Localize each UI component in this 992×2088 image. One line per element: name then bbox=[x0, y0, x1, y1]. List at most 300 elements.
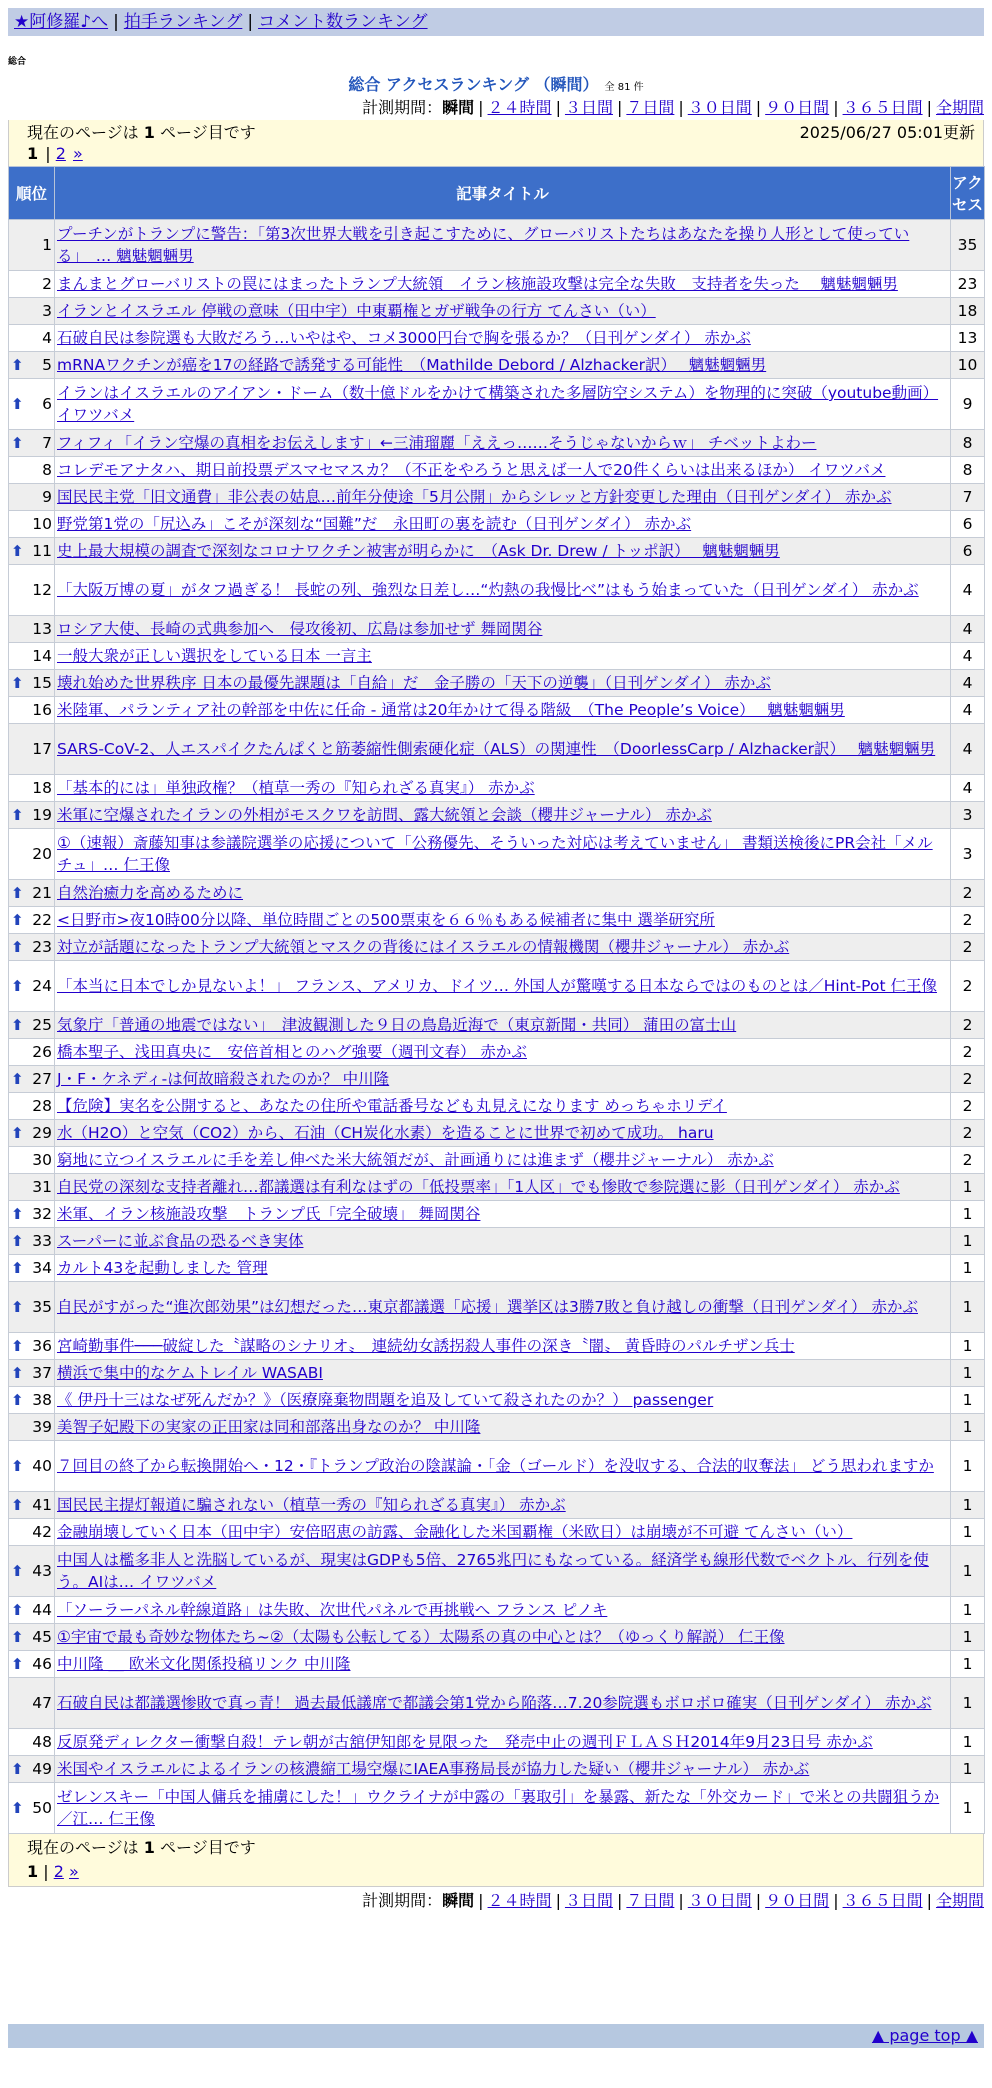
article-title-link[interactable]: プーチンがトランプに警告：「第3次世界大戦を引き起こすために、グローバリストたちはあなたを操り人形として使っている」 … 魑魅魍魎男 bbox=[57, 225, 910, 265]
article-title-link[interactable]: 自民党の深刻な支持者離れ…都議選は有利なはずの「低投票率」「1人区」でも惨敗で参院選に影（日刊ゲンダイ） 赤かぶ bbox=[57, 1178, 900, 1196]
period-option[interactable]: ３６５日間 bbox=[842, 1891, 923, 1910]
period-separator: | bbox=[678, 98, 684, 117]
article-title-link[interactable]: 国民民主党「旧文通費」非公表の姑息…前年分使途「5月公開」からシレッと方針変更した理由（日刊ゲンダイ） 赤かぶ bbox=[57, 488, 892, 506]
article-title-link[interactable]: まんまとグローバリストの罠にはまったトランプ大統領 イラン核施設攻撃は完全な失敗 支持者を失った 魑魅魍魎男 bbox=[57, 275, 898, 293]
access-count: 1 bbox=[951, 1441, 985, 1492]
rank-number: 1 bbox=[42, 236, 52, 254]
access-count: 1 bbox=[951, 1756, 985, 1783]
rank-number: 22 bbox=[32, 911, 52, 929]
title-cell bbox=[55, 484, 951, 511]
ranking-row bbox=[9, 670, 985, 697]
title-cell bbox=[55, 724, 951, 775]
period-separator: | bbox=[833, 1891, 839, 1910]
rank-number: 27 bbox=[32, 1070, 52, 1088]
article-title-link[interactable]: 中国人は檻多非人と洗脳しているが、現実はGDPも5倍、2765兆円にもなっている。経済学も線形代数でベクトル、行列を使う。AIは… イワツバメ bbox=[57, 1551, 929, 1591]
ranking-table bbox=[8, 166, 985, 1834]
page-2-link[interactable]: 2 bbox=[53, 1862, 64, 1881]
access-count: 10 bbox=[951, 352, 985, 379]
rank-up-arrow-icon: ⬆ bbox=[11, 1799, 24, 1817]
rank-up-arrow-icon: ⬆ bbox=[11, 911, 24, 929]
rank-up-arrow-icon: ⬆ bbox=[11, 938, 24, 956]
ranking-row bbox=[9, 802, 985, 829]
title-cell bbox=[55, 961, 951, 1012]
period-separator: | bbox=[555, 98, 561, 117]
title-cell bbox=[55, 907, 951, 934]
rank-up-arrow-icon: ⬆ bbox=[11, 1124, 24, 1142]
rank-cell bbox=[9, 907, 55, 934]
period-selector-bottom bbox=[8, 1889, 984, 1913]
ranking-row bbox=[9, 616, 985, 643]
rank-cell bbox=[9, 1441, 55, 1492]
access-count: 4 bbox=[951, 643, 985, 670]
rank-cell bbox=[9, 1066, 55, 1093]
article-title-link[interactable]: 米国やイスラエルによるイランの核濃縮工場空爆にIAEA事務局長が協力した疑い（櫻井ジャーナル） 赤かぶ bbox=[57, 1760, 810, 1778]
ranking-row bbox=[9, 271, 985, 298]
title-cell bbox=[55, 1012, 951, 1039]
period-option[interactable]: ２４時間 bbox=[487, 1891, 552, 1910]
rank-cell bbox=[9, 1414, 55, 1441]
article-title-link[interactable]: カルト43を起動しました 管理 bbox=[57, 1259, 268, 1277]
title-cell bbox=[55, 352, 951, 379]
rank-cell bbox=[9, 1012, 55, 1039]
access-count: 2 bbox=[951, 961, 985, 1012]
period-option[interactable]: ９０日間 bbox=[765, 98, 830, 117]
rank-number: 35 bbox=[32, 1298, 52, 1316]
title-cell bbox=[55, 1597, 951, 1624]
article-title-link[interactable]: 米陸軍、パランティア社の幹部を中佐に任命 - 通常は20年かけて得る階級 （The People’s Voice） 魑魅魍魎男 bbox=[57, 701, 845, 719]
rank-cell bbox=[9, 1255, 55, 1282]
rank-number: 20 bbox=[32, 845, 52, 863]
article-title-link[interactable]: ロシア大使、長崎の式典参加へ 侵攻後初、広島は参加せず 舞岡関谷 bbox=[57, 620, 543, 638]
access-count: 6 bbox=[951, 511, 985, 538]
title-header: 記事タイトル bbox=[55, 167, 951, 220]
access-count: 7 bbox=[951, 484, 985, 511]
period-separator: | bbox=[478, 98, 484, 117]
rank-number: 28 bbox=[32, 1097, 52, 1115]
period-option[interactable]: ３６５日間 bbox=[842, 98, 923, 117]
access-count: 1 bbox=[951, 1387, 985, 1414]
ranking-row bbox=[9, 298, 985, 325]
updated-timestamp: 2025/06/27 05:01更新 bbox=[799, 123, 975, 142]
rank-cell bbox=[9, 220, 55, 271]
ranking-row bbox=[9, 1546, 985, 1597]
title-cell bbox=[55, 1756, 951, 1783]
article-title-link[interactable]: 野党第1党の「尻込み」こそが深刻な“国難”だ 永田町の裏を読む（日刊ゲンダイ） 赤かぶ bbox=[57, 515, 692, 533]
period-separator: | bbox=[555, 1891, 561, 1910]
rank-up-arrow-icon: ⬆ bbox=[11, 1628, 24, 1646]
rank-up-arrow-icon: ⬆ bbox=[11, 395, 24, 413]
period-separator: | bbox=[755, 98, 762, 117]
period-option[interactable]: 全期間 bbox=[935, 98, 984, 117]
top-nav-bar bbox=[8, 8, 984, 36]
rank-cell bbox=[9, 1492, 55, 1519]
rank-number: 18 bbox=[32, 779, 52, 797]
article-title-link[interactable]: 「大阪万博の夏」がタフ過ぎる！ 長蛇の列、強烈な日差し…“灼熱の我慢比べ”はもう始まっていた（日刊ゲンダイ） 赤かぶ bbox=[57, 581, 919, 599]
rank-up-arrow-icon: ⬆ bbox=[11, 356, 24, 374]
pager-bottom bbox=[8, 1834, 984, 1887]
rank-cell bbox=[9, 934, 55, 961]
rank-number: 6 bbox=[42, 395, 52, 413]
rank-cell bbox=[9, 484, 55, 511]
article-title-link[interactable]: 石破自民は都議選惨敗で真っ青！ 過去最低議席で都議会第1党から陥落…7.20参院選もボロボロ確実（日刊ゲンダイ） 赤かぶ bbox=[57, 1694, 932, 1712]
rank-number: 16 bbox=[32, 701, 52, 719]
rank-cell bbox=[9, 1651, 55, 1678]
article-title-link[interactable]: イランとイスラエル 停戦の意味（田中宇）中東覇権とガザ戦争の行方 てんさい（い） bbox=[57, 302, 656, 320]
rank-number: 3 bbox=[42, 302, 52, 320]
article-title-link[interactable]: 横浜で集中的なケムトレイル WASABI bbox=[57, 1364, 323, 1382]
title-cell bbox=[55, 1387, 951, 1414]
ranking-row bbox=[9, 643, 985, 670]
page-title-line bbox=[0, 72, 992, 94]
period-label: 計測期間： bbox=[362, 1891, 443, 1910]
title-cell bbox=[55, 802, 951, 829]
access-count: 1 bbox=[951, 1678, 985, 1729]
rank-number: 7 bbox=[42, 434, 52, 452]
ranking-row bbox=[9, 1651, 985, 1678]
article-title-link[interactable]: 自然治癒力を高めるために bbox=[57, 884, 244, 902]
article-title-link[interactable]: 米軍、イラン核施設攻撃 トランプ氏「完全破壊」 舞岡関谷 bbox=[57, 1205, 481, 1223]
rank-cell bbox=[9, 1201, 55, 1228]
ranking-row bbox=[9, 775, 985, 802]
article-title-link[interactable]: 一般大衆が正しい選択をしている日本 一言主 bbox=[57, 647, 372, 665]
rank-up-arrow-icon: ⬆ bbox=[11, 434, 24, 452]
rank-number: 50 bbox=[32, 1799, 52, 1817]
rank-up-arrow-icon: ⬆ bbox=[11, 1760, 24, 1778]
access-count: 1 bbox=[951, 1255, 985, 1282]
ranking-row bbox=[9, 829, 985, 880]
page-2-link[interactable]: 2 bbox=[55, 144, 66, 163]
rank-cell bbox=[9, 457, 55, 484]
article-title-link[interactable]: 「本当に日本でしか見ないよ！」 フランス、アメリカ、ドイツ… 外国人が驚嘆する日本ならではのものとは／Hint-Pot 仁王像 bbox=[57, 977, 937, 995]
article-title-link[interactable]: ①（速報）斎藤知事は参議院選挙の応援について「公務優先、そういった対応は考えていません」 書類送検後にPR会社「メルチュ」… 仁王像 bbox=[57, 834, 933, 874]
period-option: 瞬間 bbox=[442, 1891, 475, 1910]
article-title-link[interactable]: SARS-CoV-2、人エスパイクたんぱくと筋萎縮性側索硬化症（ALS）の関連性 （DoorlessCarp / Alzhacker訳） 魑魅魍魎男 bbox=[57, 740, 936, 758]
rank-cell bbox=[9, 565, 55, 616]
period-option[interactable]: ３日間 bbox=[564, 1891, 613, 1910]
next-page-link[interactable]: » bbox=[72, 144, 83, 163]
period-option[interactable]: ９０日間 bbox=[765, 1891, 830, 1910]
period-option[interactable]: ３０日間 bbox=[687, 1891, 752, 1910]
rank-number: 5 bbox=[42, 356, 52, 374]
rank-number: 41 bbox=[32, 1496, 52, 1514]
title-cell bbox=[55, 1624, 951, 1651]
rank-cell bbox=[9, 1093, 55, 1120]
access-header: アクセス bbox=[951, 167, 985, 220]
rank-up-arrow-icon: ⬆ bbox=[11, 1337, 24, 1355]
comment-ranking-link[interactable]: コメント数ランキング bbox=[258, 12, 428, 32]
article-title-link[interactable]: コレデモアナタハ、期日前投票デスマセマスカ？（不正をやろうと思えば一人で20件くらいは出来るほか） イワツバメ bbox=[57, 461, 886, 479]
rank-cell bbox=[9, 1120, 55, 1147]
title-cell bbox=[55, 430, 951, 457]
rank-number: 23 bbox=[32, 938, 52, 956]
article-title-link[interactable]: 《 伊丹十三はなぜ死んだか？》（医療廃棄物問題を追及していて殺されたのか？） passenger bbox=[57, 1391, 714, 1409]
rank-up-arrow-icon: ⬆ bbox=[11, 1205, 24, 1223]
pager-top bbox=[8, 120, 984, 166]
rank-number: 8 bbox=[42, 461, 52, 479]
article-title-link[interactable]: 中川隆 ＿ 欧米文化関係投稿リンク 中川隆 bbox=[57, 1655, 351, 1673]
page-1-current: 1 bbox=[27, 1862, 39, 1881]
article-title-link[interactable]: 石破自民は参院選も大敗だろう…いやはや、コメ3000円台で胸を張るか？（日刊ゲンダイ） 赤かぶ bbox=[57, 329, 751, 347]
title-cell bbox=[55, 829, 951, 880]
ranking-row bbox=[9, 1414, 985, 1441]
current-page-text-bottom: 現在のページは 1 ページ目です bbox=[27, 1838, 256, 1857]
article-title-link[interactable]: フィフィ「イラン空爆の真相をお伝えします」←三浦瑠麗「ええっ……そうじゃないからｗ」 チベットよわー bbox=[57, 434, 817, 452]
category-label: 総合 bbox=[8, 57, 27, 67]
title-cell bbox=[55, 880, 951, 907]
rank-cell bbox=[9, 1546, 55, 1597]
home-link[interactable]: ★阿修羅♪へ bbox=[14, 12, 109, 32]
rank-cell bbox=[9, 379, 55, 430]
rank-number: 34 bbox=[32, 1259, 52, 1277]
title-cell bbox=[55, 697, 951, 724]
article-title-link[interactable]: J・F・ケネディ-は何故暗殺されたのか？ 中川隆 bbox=[57, 1070, 390, 1088]
access-count: 2 bbox=[951, 1093, 985, 1120]
period-selector-top bbox=[8, 96, 984, 120]
rank-up-arrow-icon: ⬆ bbox=[11, 1259, 24, 1277]
title-cell bbox=[55, 1360, 951, 1387]
rank-up-arrow-icon: ⬆ bbox=[11, 1016, 24, 1034]
page-top-link[interactable]: ▲ page top ▲ bbox=[871, 2026, 978, 2045]
article-title-link[interactable]: 水（H2O）と空気（CO2）から、石油（CH炭化水素）を造ることに世界で初めて成功。 haru bbox=[57, 1124, 714, 1142]
title-cell bbox=[55, 511, 951, 538]
title-cell bbox=[55, 1120, 951, 1147]
ranking-row bbox=[9, 1039, 985, 1066]
rank-up-arrow-icon: ⬆ bbox=[11, 1457, 24, 1475]
article-title-link[interactable]: <日野市>夜10時00分以降、単位時間ごとの500票束を６６％もある候補者に集中 選挙研究所 bbox=[57, 911, 715, 929]
title-cell bbox=[55, 1414, 951, 1441]
access-count: 23 bbox=[951, 271, 985, 298]
rank-cell bbox=[9, 1783, 55, 1834]
ranking-row bbox=[9, 724, 985, 775]
period-separator: | bbox=[478, 1891, 484, 1910]
ranking-row bbox=[9, 961, 985, 1012]
ranking-row bbox=[9, 907, 985, 934]
rank-number: 46 bbox=[32, 1655, 52, 1673]
title-cell bbox=[55, 1174, 951, 1201]
next-page-link[interactable]: » bbox=[68, 1862, 79, 1881]
page-links: 1 | 2 » bbox=[27, 144, 83, 163]
rank-number: 24 bbox=[32, 977, 52, 995]
title-cell bbox=[55, 1147, 951, 1174]
access-count: 1 bbox=[951, 1333, 985, 1360]
rank-number: 45 bbox=[32, 1628, 52, 1646]
ranking-row bbox=[9, 1255, 985, 1282]
rank-up-arrow-icon: ⬆ bbox=[11, 1391, 24, 1409]
access-count: 35 bbox=[951, 220, 985, 271]
rank-cell bbox=[9, 1729, 55, 1756]
title-cell bbox=[55, 1039, 951, 1066]
title-cell bbox=[55, 1519, 951, 1546]
article-title-link[interactable]: 「ソーラーパネル幹線道路」は失敗、次世代パネルで再挑戦へ フランス ピノキ bbox=[57, 1601, 608, 1619]
access-count: 4 bbox=[951, 724, 985, 775]
article-title-link[interactable]: 自民がすがった“進次郎効果”は幻想だった…東京都議選「応援」選挙区は3勝7敗と負け越しの衝撃（日刊ゲンダイ） 赤かぶ bbox=[57, 1298, 918, 1316]
rank-up-arrow-icon: ⬆ bbox=[11, 977, 24, 995]
rank-cell bbox=[9, 298, 55, 325]
rank-cell bbox=[9, 1282, 55, 1333]
rank-number: 33 bbox=[32, 1232, 52, 1250]
access-count: 1 bbox=[951, 1174, 985, 1201]
ranking-row bbox=[9, 1282, 985, 1333]
article-title-link[interactable]: 米軍に空爆されたイランの外相がモスクワを訪問、露大統領と会談（櫻井ジャーナル） 赤かぶ bbox=[57, 806, 712, 824]
access-count: 9 bbox=[951, 379, 985, 430]
rank-cell bbox=[9, 271, 55, 298]
rank-number: 21 bbox=[32, 884, 52, 902]
ranking-row bbox=[9, 379, 985, 430]
period-separator: | bbox=[926, 98, 932, 117]
rank-up-arrow-icon: ⬆ bbox=[11, 542, 24, 560]
clap-ranking-link[interactable]: 拍手ランキング bbox=[123, 12, 243, 32]
period-option[interactable]: ３０日間 bbox=[687, 98, 752, 117]
rank-cell bbox=[9, 1228, 55, 1255]
rank-number: 37 bbox=[32, 1364, 52, 1382]
article-title-link[interactable]: 【危険】実名を公開すると、あなたの住所や電話番号なども丸見えになります めっちゃホリデイ bbox=[57, 1097, 727, 1115]
rank-number: 32 bbox=[32, 1205, 52, 1223]
article-title-link[interactable]: スーパーに並ぶ食品の恐るべき実体 bbox=[57, 1232, 304, 1250]
article-title-link[interactable]: 対立が話題になったトランプ大統領とマスクの背後にはイスラエルの情報機関（櫻井ジャーナル） 赤かぶ bbox=[57, 938, 790, 956]
access-count: 3 bbox=[951, 829, 985, 880]
ranking-row bbox=[9, 538, 985, 565]
title-cell bbox=[55, 616, 951, 643]
title-cell bbox=[55, 1651, 951, 1678]
period-separator: | bbox=[616, 1891, 623, 1910]
period-option[interactable]: ２４時間 bbox=[487, 98, 552, 117]
rank-up-arrow-icon: ⬆ bbox=[11, 806, 24, 824]
rank-number: 38 bbox=[32, 1391, 52, 1409]
article-title-link[interactable]: 反原発ディレクター衝撃自殺！テレ朝が古舘伊知郎を見限った 発売中止の週刊ＦＬＡＳＨ2014年9月23日号 赤かぶ bbox=[57, 1733, 873, 1751]
rank-cell bbox=[9, 1174, 55, 1201]
rank-cell bbox=[9, 802, 55, 829]
ranking-row bbox=[9, 1066, 985, 1093]
rank-number: 31 bbox=[32, 1178, 52, 1196]
period-option[interactable]: 全期間 bbox=[935, 1891, 984, 1910]
rank-number: 9 bbox=[42, 488, 52, 506]
ranking-row bbox=[9, 1597, 985, 1624]
nav-separator: | bbox=[247, 12, 254, 32]
rank-cell bbox=[9, 1360, 55, 1387]
access-count: 4 bbox=[951, 616, 985, 643]
title-cell bbox=[55, 1783, 951, 1834]
ranking-row bbox=[9, 457, 985, 484]
rank-cell bbox=[9, 643, 55, 670]
ranking-row bbox=[9, 565, 985, 616]
access-count: 2 bbox=[951, 1039, 985, 1066]
access-count: 1 bbox=[951, 1492, 985, 1519]
rank-cell bbox=[9, 511, 55, 538]
ranking-row bbox=[9, 880, 985, 907]
ranking-row bbox=[9, 697, 985, 724]
rank-number: 47 bbox=[32, 1694, 52, 1712]
ranking-row bbox=[9, 1174, 985, 1201]
access-count: 8 bbox=[951, 457, 985, 484]
period-separator: | bbox=[833, 98, 839, 117]
period-option[interactable]: ７日間 bbox=[626, 1891, 675, 1910]
total-count: 全 81 件 bbox=[604, 82, 644, 93]
ranking-row bbox=[9, 934, 985, 961]
title-cell bbox=[55, 220, 951, 271]
rank-cell bbox=[9, 616, 55, 643]
rank-cell bbox=[9, 352, 55, 379]
access-count: 4 bbox=[951, 775, 985, 802]
rank-number: 48 bbox=[32, 1733, 52, 1751]
rank-number: 19 bbox=[32, 806, 52, 824]
rank-cell bbox=[9, 538, 55, 565]
period-separator: | bbox=[616, 98, 623, 117]
rank-number: 36 bbox=[32, 1337, 52, 1355]
access-count: 2 bbox=[951, 1120, 985, 1147]
rank-number: 42 bbox=[32, 1523, 52, 1541]
period-option[interactable]: ７日間 bbox=[626, 98, 675, 117]
period-separator: | bbox=[926, 1891, 932, 1910]
title-cell bbox=[55, 934, 951, 961]
title-cell bbox=[55, 325, 951, 352]
rank-up-arrow-icon: ⬆ bbox=[11, 1496, 24, 1514]
ranking-row bbox=[9, 325, 985, 352]
access-count: 2 bbox=[951, 880, 985, 907]
rank-number: 49 bbox=[32, 1760, 52, 1778]
access-count: 2 bbox=[951, 1012, 985, 1039]
access-count: 1 bbox=[951, 1228, 985, 1255]
article-title-link[interactable]: 金融崩壊していく日本（田中宇）安倍昭恵の訪露、金融化した米国覇権（米欧日）は崩壊が不可避 てんさい（い） bbox=[57, 1523, 853, 1541]
period-option[interactable]: ３日間 bbox=[564, 98, 613, 117]
title-cell bbox=[55, 1255, 951, 1282]
rank-number: 2 bbox=[42, 275, 52, 293]
access-count: 8 bbox=[951, 430, 985, 457]
access-count: 1 bbox=[951, 1729, 985, 1756]
access-count: 2 bbox=[951, 1066, 985, 1093]
period-separator: | bbox=[755, 1891, 762, 1910]
rank-cell bbox=[9, 724, 55, 775]
article-title-link[interactable]: 美智子妃殿下の実家の正田家は同和部落出身なのか？ 中川隆 bbox=[57, 1418, 481, 1436]
rank-cell bbox=[9, 697, 55, 724]
rank-cell bbox=[9, 880, 55, 907]
article-title-link[interactable]: ７回目の終了から転換開始へ・12・『トランプ政治の陰謀論・「金（ゴールド）を没収する、合法的収奪法」 どう思われますか bbox=[57, 1457, 934, 1475]
access-count: 1 bbox=[951, 1597, 985, 1624]
rank-cell bbox=[9, 325, 55, 352]
article-title-link[interactable]: 「基本的には」単独政権？（植草一秀の『知られざる真実』） 赤かぶ bbox=[57, 779, 535, 797]
page-title: 総合 アクセスランキング （瞬間） bbox=[348, 75, 599, 94]
article-title-link[interactable]: 窮地に立つイスラエルに手を差し伸べた米大統領だが、計画通りには進まず（櫻井ジャーナル） 赤かぶ bbox=[57, 1151, 774, 1169]
rank-number: 12 bbox=[32, 581, 52, 599]
ranking-row bbox=[9, 1678, 985, 1729]
article-title-link[interactable]: 橋本聖子、浅田真央に 安倍首相とのハグ強要（週刊文春） 赤かぶ bbox=[57, 1043, 527, 1061]
ranking-row bbox=[9, 1333, 985, 1360]
nav-separator: | bbox=[113, 12, 119, 32]
article-title-link[interactable]: 史上最大規模の調査で深刻なコロナワクチン被害が明らかに （Ask Dr. Drew / トッポ訳） 魑魅魍魎男 bbox=[57, 542, 780, 560]
title-cell bbox=[55, 1492, 951, 1519]
title-cell bbox=[55, 1066, 951, 1093]
title-cell bbox=[55, 538, 951, 565]
rank-number: 11 bbox=[32, 542, 52, 560]
ranking-row bbox=[9, 1756, 985, 1783]
article-title-link[interactable]: 気象庁「普通の地震ではない」 津波観測した９日の鳥島近海で（東京新聞・共同） 蒲田の富士山 bbox=[57, 1016, 737, 1034]
article-title-link[interactable]: 壊れ始めた世界秩序 日本の最優先課題は「自給」だ 金子勝の「天下の逆襲」（日刊ゲンダイ） 赤かぶ bbox=[57, 674, 771, 692]
title-cell bbox=[55, 1093, 951, 1120]
article-title-link[interactable]: イランはイスラエルのアイアン・ドーム（数十億ドルをかけて構築された多層防空システム）を物理的に突破（youtube動画） イワツバメ bbox=[57, 384, 939, 424]
article-title-link[interactable]: mRNAワクチンが癌を17の経路で誘発する可能性 （Mathilde Debord / Alzhacker訳） 魑魅魍魎男 bbox=[57, 356, 767, 374]
article-title-link[interactable]: ゼレンスキー「中国人傭兵を捕虜にした！」ウクライナが中露の「裏取引」を暴露、新たな「外交カード」で米との共闘狙うか／江… 仁王像 bbox=[57, 1788, 940, 1828]
ranking-row bbox=[9, 1729, 985, 1756]
footer bbox=[0, 2024, 992, 2048]
ranking-row bbox=[9, 1783, 985, 1834]
rank-cell bbox=[9, 1756, 55, 1783]
ranking-row bbox=[9, 1519, 985, 1546]
article-title-link[interactable]: 国民民主提灯報道に騙されない（植草一秀の『知られざる真実』） 赤かぶ bbox=[57, 1496, 566, 1514]
title-cell bbox=[55, 1201, 951, 1228]
article-title-link[interactable]: 宮崎勤事件───破綻した〝謀略のシナリオ〟 連続幼女誘拐殺人事件の深き〝闇〟 黄昏時のパルチザン兵士 bbox=[57, 1337, 795, 1355]
title-cell bbox=[55, 1441, 951, 1492]
page-links-bottom: 1 | 2 » bbox=[27, 1862, 79, 1881]
article-title-link[interactable]: ①宇宙で最も奇妙な物体たち~②（太陽も公転してる）太陽系の真の中心とは？（ゆっくり解説） 仁王像 bbox=[57, 1628, 785, 1646]
